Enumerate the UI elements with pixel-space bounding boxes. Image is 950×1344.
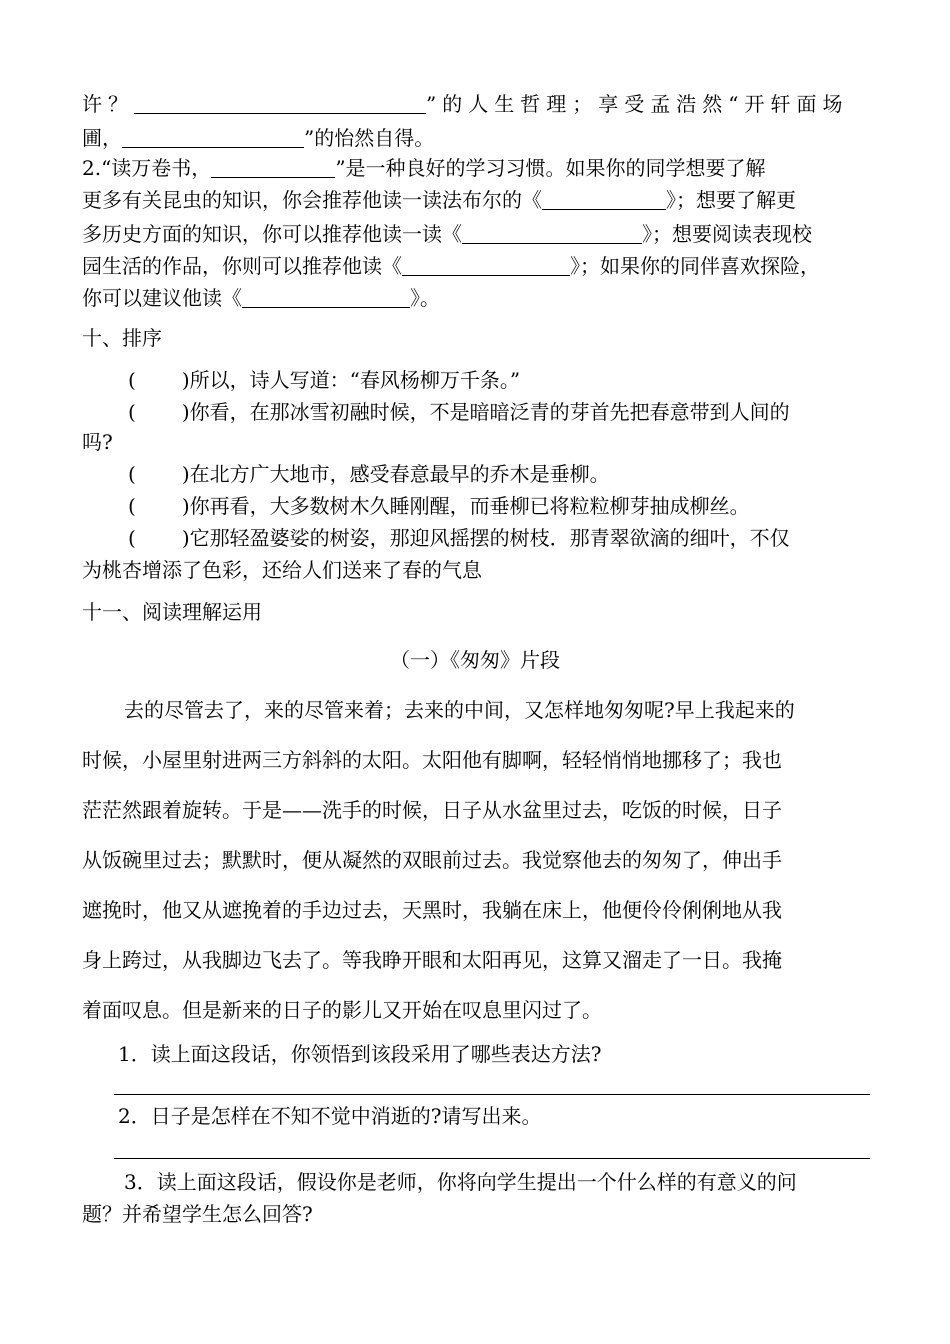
paren-open: (	[128, 494, 136, 518]
order-item-4	[128, 492, 750, 520]
answer-blank[interactable]	[542, 189, 666, 210]
section-10-title: 十、排序	[82, 326, 162, 350]
text: 》；如果你的同伴喜欢探险，	[570, 254, 820, 278]
order-item-3	[128, 460, 610, 488]
passage-line-6: 身上跨过，从我脚边飞去了。等我睁开眼和太阳再见，这算又溜走了一日。我掩	[82, 948, 782, 972]
answer-blank[interactable]	[242, 287, 410, 308]
order-item-2-cont: 吗?	[82, 430, 113, 454]
passage-line-4: 从饭碗里过去；默默时，便从凝然的双眼前过去。我觉察他去的匆匆了，伸出手	[82, 848, 782, 872]
question-3-line-1: 3．读上面这段话，假设你是老师，你将向学生提出一个什么样的有意义的问	[124, 1170, 797, 1194]
q2-line-1	[82, 154, 766, 182]
passage-subtitle: （一）《匆匆》片段	[390, 648, 560, 672]
paren-close: )	[181, 400, 190, 424]
text: 它那轻盈婆娑的树姿，那迎风摇摆的树枝．那青翠欲滴的细叶，不仅	[189, 526, 790, 550]
paren-open: (	[128, 462, 136, 486]
answer-blank[interactable]	[134, 93, 426, 114]
question-3-line-2: 题？并希望学生怎么回答?	[82, 1202, 313, 1226]
q2-line-3	[82, 220, 812, 248]
q2-line-5	[82, 284, 440, 312]
answer-blank[interactable]	[402, 255, 570, 276]
text: 所以，诗人写道：“春风杨柳万千条。”	[189, 368, 521, 392]
text: 2.“读万卷书，	[82, 156, 212, 180]
q2-line-2	[82, 186, 796, 214]
text: 在北方广大地市，感受春意最早的乔木是垂柳。	[189, 462, 610, 486]
order-item-2	[128, 398, 790, 426]
paren-close: )	[181, 462, 190, 486]
order-item-1	[128, 366, 520, 394]
order-item-5	[128, 524, 790, 552]
answer-line-1[interactable]	[114, 1094, 870, 1095]
q2-line-4	[82, 252, 820, 280]
question-2: 2．日子是怎样在不知不觉中消逝的?请写出来。	[118, 1104, 542, 1128]
answer-blank[interactable]	[211, 157, 335, 178]
paren-open: (	[128, 526, 136, 550]
text: 》；想要阅读表现校	[642, 222, 812, 246]
question-1: 1．读上面这段话，你领悟到该段采用了哪些表达方法?	[118, 1042, 602, 1066]
passage-line-1: 去的尽管去了，来的尽管来着；去来的中间，又怎样地匆匆呢?早上我起来的	[124, 698, 795, 722]
text: ”的人生哲理；享受孟浩然“开轩面场	[426, 92, 849, 116]
order-item-5-cont: 为桃杏增添了色彩，还给人们送来了春的气息	[82, 558, 482, 582]
text: 你再看，大多数树木久睡刚醒，而垂柳已将粒粒柳芽抽成柳丝。	[189, 494, 750, 518]
text: 多历史方面的知识，你可以推荐他读一读《	[82, 222, 462, 246]
paren-open: (	[128, 400, 136, 424]
paren-close: )	[181, 526, 190, 550]
passage-line-5: 遮挽时，他又从遮挽着的手边过去，天黑时，我躺在床上，他便伶伶俐俐地从我	[82, 898, 782, 922]
passage-line-7: 着面叹息。但是新来的日子的影儿又开始在叹息里闪过了。	[82, 998, 602, 1022]
paren-close: )	[181, 368, 190, 392]
answer-blank[interactable]	[462, 223, 642, 244]
fill-line-2	[82, 124, 434, 152]
text: 圃，	[82, 126, 122, 150]
text: 许？	[82, 92, 134, 116]
text: 更多有关昆虫的知识，你会推荐他读一读法布尔的《	[82, 188, 542, 212]
text: 》。	[410, 286, 440, 310]
paren-open: (	[128, 368, 136, 392]
text: 园生活的作品，你则可以推荐他读《	[82, 254, 402, 278]
text: 》；想要了解更	[666, 188, 796, 212]
passage-line-3: 茫茫然跟着旋转。于是——洗手的时候，日子从水盆里过去，吃饭的时候，日子	[82, 798, 782, 822]
text: ”的怡然自得。	[304, 126, 435, 150]
text: ”是一种良好的学习习惯。如果你的同学想要了解	[335, 156, 766, 180]
answer-line-2[interactable]	[114, 1158, 870, 1159]
fill-line-1	[82, 90, 848, 118]
passage-line-2: 时候，小屋里射进两三方斜斜的太阳。太阳他有脚啊，轻轻悄悄地挪移了；我也	[82, 748, 782, 772]
section-11-title: 十一、阅读理解运用	[82, 600, 262, 624]
paren-close: )	[181, 494, 190, 518]
answer-blank[interactable]	[122, 127, 304, 148]
text: 你看，在那冰雪初融时候，不是暗暗泛青的芽首先把春意带到人间的	[189, 400, 790, 424]
text: 你可以建议他读《	[82, 286, 242, 310]
